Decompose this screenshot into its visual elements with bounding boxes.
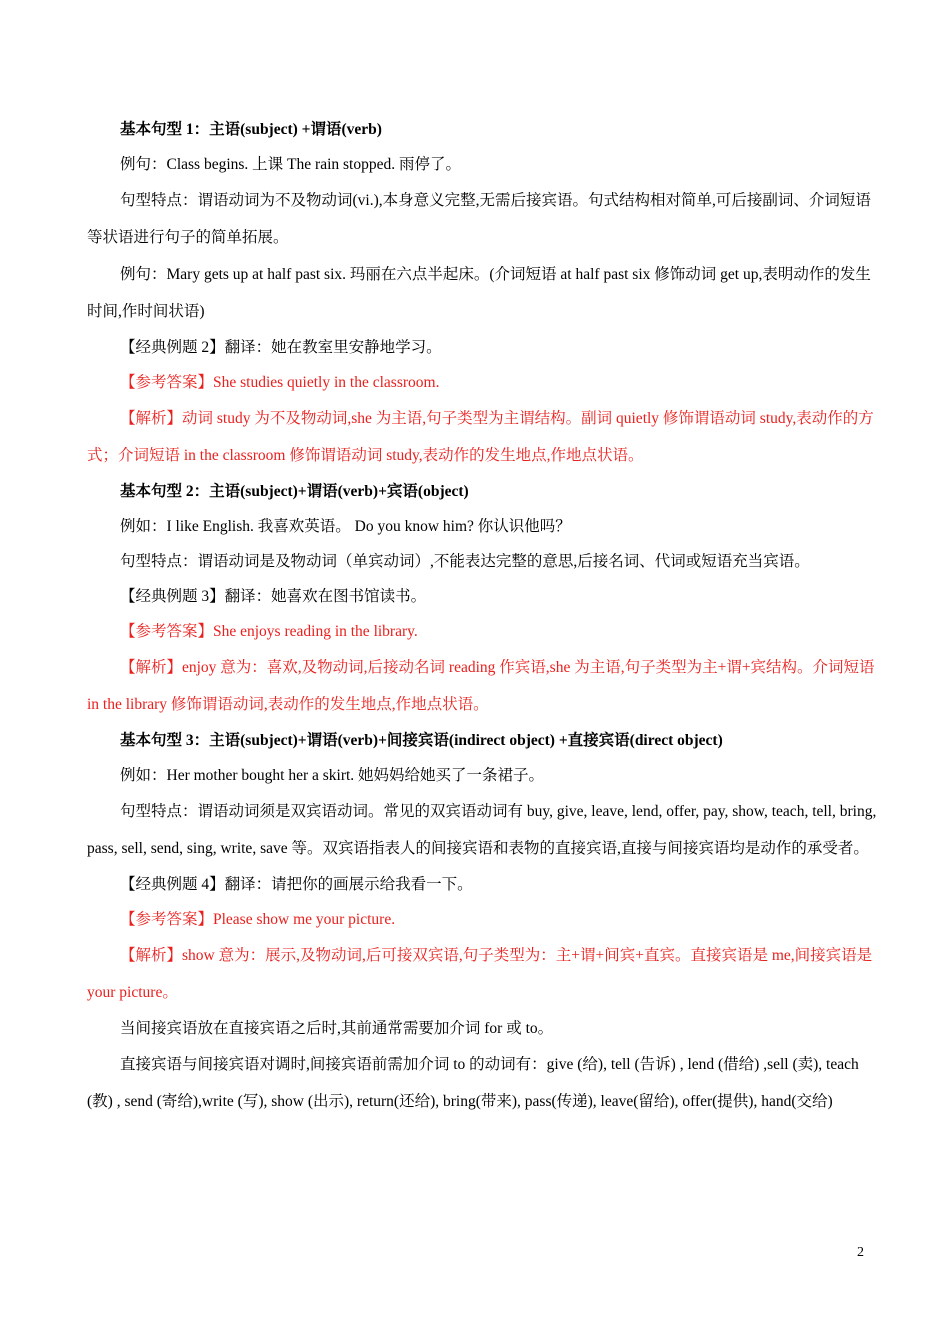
example-sentence: 例如：Her mother bought her a skirt. 她妈妈给她买了一条裙子。 <box>120 767 545 784</box>
reference-answer: 【参考答案】Please show me your picture. <box>120 911 396 928</box>
classic-example: 【经典例题 4】翻译：请把你的画展示给我看一下。 <box>120 876 473 893</box>
example-sentence: 例如：I like English. 我喜欢英语。 Do you know him? 你认识他吗？ <box>120 518 571 535</box>
reference-answer: 【参考答案】She enjoys reading in the library. <box>120 623 418 640</box>
page-content <box>87 112 877 1120</box>
example-sentence: 例句：Mary gets up at half past six. 玛丽在六点半起床。(介词短语 at half past six 修饰动词 get up,表明动作的发生时间,作时间状语) <box>87 266 871 320</box>
heading-sentence-pattern-2: 基本句型 2：主语(subject)+谓语(verb)+宾语(object) <box>120 483 469 500</box>
page-number: 2 <box>857 1245 864 1260</box>
pattern-feature: 句型特点：谓语动词为不及物动词(vi.),本身意义完整,无需后接宾语。句式结构相对简单,可后接副词、介词短语等状语进行句子的简单拓展。 <box>87 192 871 246</box>
heading-sentence-pattern-1: 基本句型 1：主语(subject) +谓语(verb) <box>120 121 382 138</box>
reference-answer: 【参考答案】She studies quietly in the classroom. <box>120 374 440 391</box>
classic-example: 【经典例题 3】翻译：她喜欢在图书馆读书。 <box>120 588 427 605</box>
analysis: 【解析】动词 study 为不及物动词,she 为主语,句子类型为主谓结构。副词 quietly 修饰谓语动词 study,表动作的方式；介词短语 in the classroom 修饰谓语动词 study,表动作的发生地点,作地点状语。 <box>87 410 874 464</box>
pattern-feature: 句型特点：谓语动词是及物动词（单宾动词）,不能表达完整的意思,后接名词、代词或短语充当宾语。 <box>120 553 810 570</box>
analysis: 【解析】show 意为：展示,及物动词,后可接双宾语,句子类型为：主+谓+间宾+直宾。直接宾语是 me,间接宾语是 your picture。 <box>87 947 873 1001</box>
classic-example: 【经典例题 2】翻译：她在教室里安静地学习。 <box>120 339 442 356</box>
example-sentence: 例句：Class begins. 上课 The rain stopped. 雨停了。 <box>120 156 461 173</box>
analysis: 【解析】enjoy 意为：喜欢,及物动词,后接动名词 reading 作宾语,she 为主语,句子类型为主+谓+宾结构。介词短语 in the library 修饰谓语动词,表动作的发生地点,作地点状语。 <box>87 659 875 713</box>
heading-sentence-pattern-3: 基本句型 3：主语(subject)+谓语(verb)+间接宾语(indirect object) +直接宾语(direct object) <box>120 732 723 749</box>
verb-list: 直接宾语与间接宾语对调时,间接宾语前需加介词 to 的动词有：give (给), tell (告诉) , lend (借给) ,sell (卖), teach (教) , send (寄给),write (写), show (出示), return(还给), bring(带来), pass(传递), leave(留给), offer(提供), hand(交给) <box>87 1056 859 1110</box>
note-preposition: 当间接宾语放在直接宾语之后时,其前通常需要加介词 for 或 to。 <box>120 1020 554 1037</box>
pattern-feature: 句型特点：谓语动词须是双宾语动词。常见的双宾语动词有 buy, give, leave, lend, offer, pay, show, teach, tell, bring, pass, sell, send, sing, write, save 等。双宾语指表人的间接宾语和表物的直接宾语,直接与间接宾语均是动作的承受者。 <box>87 803 877 857</box>
